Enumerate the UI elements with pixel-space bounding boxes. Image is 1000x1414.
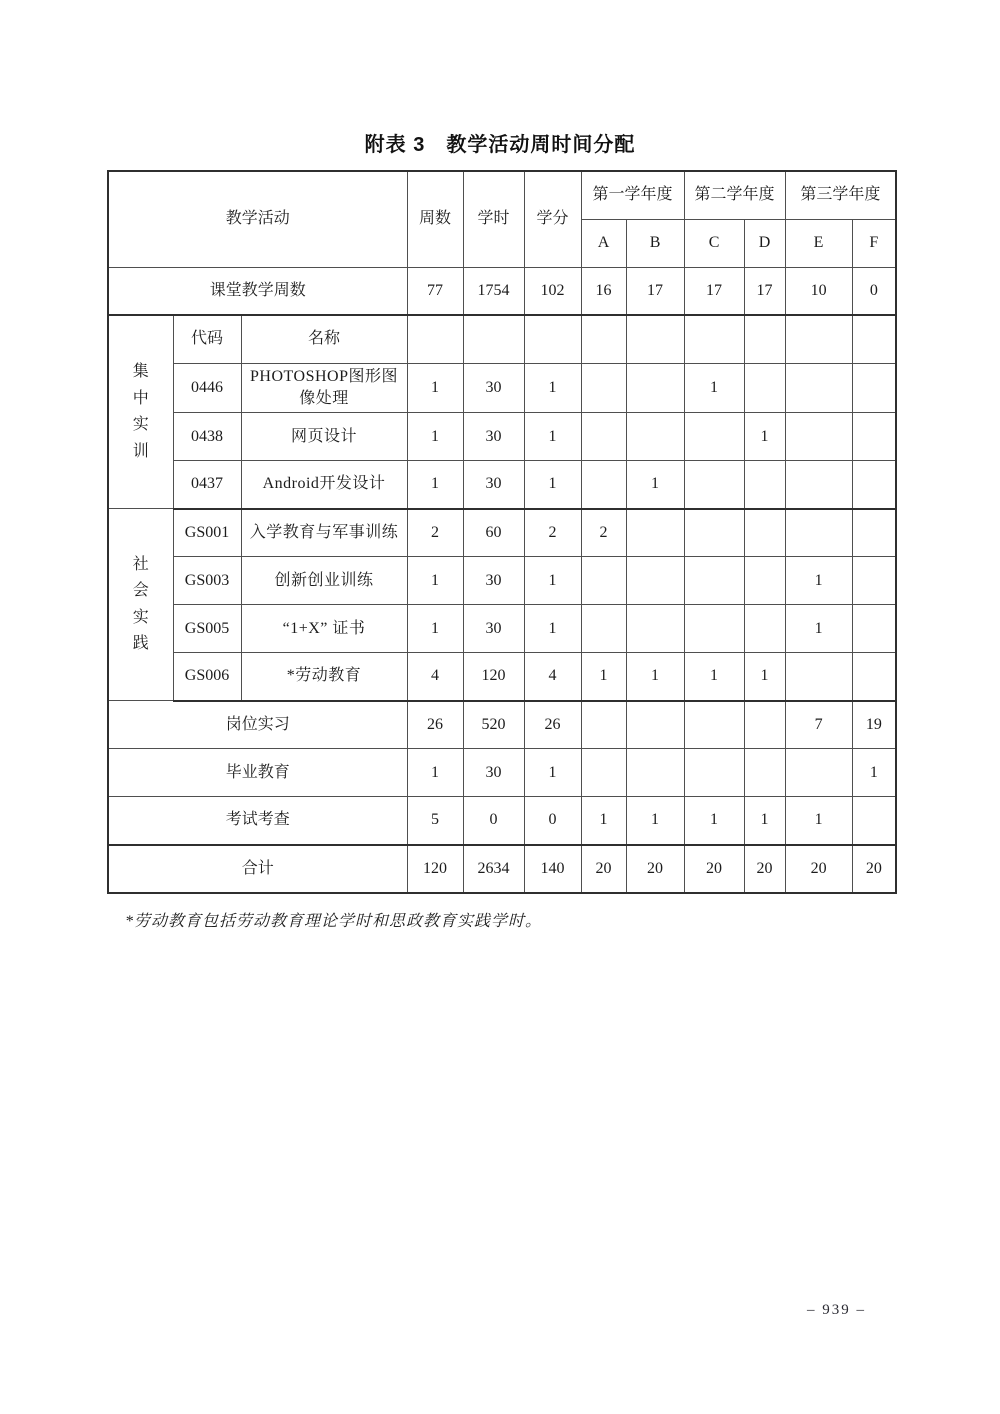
cell-weeks: 1 (407, 749, 463, 797)
cell-credits: 1 (524, 605, 581, 653)
col-header-year2: 第二学年度 (684, 171, 785, 219)
cell-term-b: 1 (626, 797, 684, 845)
col-header-code: 代码 (173, 315, 241, 363)
cell-term-e (785, 461, 852, 509)
cell-code: GS003 (173, 557, 241, 605)
cell-term-b (626, 701, 684, 749)
cell-weeks: 2 (407, 509, 463, 557)
section-label-practice (108, 509, 173, 701)
cell-credits: 4 (524, 653, 581, 701)
cell-term-a (581, 413, 626, 461)
row-label-internship: 岗位实习 (108, 701, 407, 749)
cell-empty (407, 315, 463, 363)
cell-name: *劳动教育 (241, 653, 407, 701)
cell-term-c (684, 413, 744, 461)
cell-term-f (852, 509, 896, 557)
header-row-1 (108, 171, 896, 219)
cell-empty (785, 315, 852, 363)
cell-credits: 140 (524, 845, 581, 893)
cell-credits: 1 (524, 413, 581, 461)
cell-hours: 30 (463, 605, 524, 653)
cell-name: 创新创业训练 (241, 557, 407, 605)
cell-term-e (785, 509, 852, 557)
cell-term-c (684, 509, 744, 557)
cell-empty (524, 315, 581, 363)
cell-term-e: 1 (785, 605, 852, 653)
cell-term-e (785, 363, 852, 413)
cell-term-d (744, 363, 785, 413)
cell-term-c: 1 (684, 797, 744, 845)
cell-term-d (744, 605, 785, 653)
page-number: – 939 – (807, 1302, 866, 1318)
cell-term-a: 1 (581, 653, 626, 701)
cell-credits: 0 (524, 797, 581, 845)
col-header-term-a: A (581, 219, 626, 267)
row-course-gs006 (108, 653, 896, 701)
cell-hours: 30 (463, 557, 524, 605)
cell-empty (852, 315, 896, 363)
cell-code: GS005 (173, 605, 241, 653)
cell-term-f: 1 (852, 749, 896, 797)
row-total (108, 845, 896, 893)
cell-term-f (852, 363, 896, 413)
cell-term-c (684, 557, 744, 605)
cell-code: 0446 (173, 363, 241, 413)
cell-weeks: 1 (407, 461, 463, 509)
cell-term-a (581, 363, 626, 413)
col-header-term-b: B (626, 219, 684, 267)
cell-credits: 1 (524, 363, 581, 413)
cell-weeks: 26 (407, 701, 463, 749)
cell-term-f: 0 (852, 267, 896, 315)
cell-weeks: 1 (407, 605, 463, 653)
cell-hours: 30 (463, 363, 524, 413)
cell-hours: 30 (463, 749, 524, 797)
cell-code: GS006 (173, 653, 241, 701)
cell-weeks: 4 (407, 653, 463, 701)
col-header-term-c: C (684, 219, 744, 267)
cell-hours: 30 (463, 413, 524, 461)
cell-term-f: 19 (852, 701, 896, 749)
cell-term-b (626, 605, 684, 653)
cell-name: “1+X” 证书 (241, 605, 407, 653)
cell-weeks: 1 (407, 557, 463, 605)
cell-term-c (684, 605, 744, 653)
row-graduation (108, 749, 896, 797)
col-header-name: 名称 (241, 315, 407, 363)
cell-credits: 1 (524, 557, 581, 605)
cell-term-e: 20 (785, 845, 852, 893)
cell-term-b (626, 749, 684, 797)
cell-hours: 1754 (463, 267, 524, 315)
cell-name: 网页设计 (241, 413, 407, 461)
cell-term-b (626, 363, 684, 413)
cell-term-d: 1 (744, 797, 785, 845)
cell-term-a: 2 (581, 509, 626, 557)
cell-term-b (626, 557, 684, 605)
row-course-gs001 (108, 509, 896, 557)
cell-term-c: 1 (684, 653, 744, 701)
cell-weeks: 5 (407, 797, 463, 845)
cell-weeks: 1 (407, 363, 463, 413)
cell-term-a: 20 (581, 845, 626, 893)
cell-term-d: 1 (744, 413, 785, 461)
row-course-gs005 (108, 605, 896, 653)
cell-term-b (626, 413, 684, 461)
cell-empty (626, 315, 684, 363)
col-header-year1: 第一学年度 (581, 171, 684, 219)
cell-hours: 520 (463, 701, 524, 749)
cell-term-e (785, 413, 852, 461)
cell-credits: 102 (524, 267, 581, 315)
cell-code: 0438 (173, 413, 241, 461)
cell-empty (581, 315, 626, 363)
cell-term-f (852, 461, 896, 509)
cell-term-e: 1 (785, 797, 852, 845)
cell-term-b (626, 509, 684, 557)
cell-term-a (581, 749, 626, 797)
row-label-classroom: 课堂教学周数 (108, 267, 407, 315)
cell-term-f (852, 653, 896, 701)
cell-term-f: 20 (852, 845, 896, 893)
cell-hours: 30 (463, 461, 524, 509)
cell-term-a (581, 701, 626, 749)
row-label-total: 合计 (108, 845, 407, 893)
cell-name: PHOTOSHOP图形图像处理 (241, 363, 407, 413)
teaching-activity-table (107, 170, 897, 894)
cell-weeks: 120 (407, 845, 463, 893)
cell-term-f (852, 605, 896, 653)
cell-term-d (744, 557, 785, 605)
row-exam (108, 797, 896, 845)
cell-term-e (785, 653, 852, 701)
cell-term-a (581, 605, 626, 653)
cell-term-c: 20 (684, 845, 744, 893)
col-header-term-e: E (785, 219, 852, 267)
row-subheader (108, 315, 896, 363)
cell-term-f (852, 413, 896, 461)
cell-empty (463, 315, 524, 363)
row-internship (108, 701, 896, 749)
section-label-practice-text: 社会实践 (132, 556, 149, 653)
col-header-year3: 第三学年度 (785, 171, 896, 219)
cell-term-d (744, 509, 785, 557)
col-header-activity: 教学活动 (108, 171, 407, 267)
col-header-term-f: F (852, 219, 896, 267)
page-title: 附表 3 教学活动周时间分配 (364, 134, 636, 156)
cell-hours: 60 (463, 509, 524, 557)
cell-term-d (744, 749, 785, 797)
cell-credits: 2 (524, 509, 581, 557)
row-label-exam: 考试考查 (108, 797, 407, 845)
cell-empty (744, 315, 785, 363)
cell-weeks: 1 (407, 413, 463, 461)
cell-hours: 2634 (463, 845, 524, 893)
col-header-credits: 学分 (524, 171, 581, 267)
cell-term-b: 17 (626, 267, 684, 315)
cell-credits: 1 (524, 461, 581, 509)
cell-term-e: 1 (785, 557, 852, 605)
cell-term-a: 1 (581, 797, 626, 845)
row-label-graduation: 毕业教育 (108, 749, 407, 797)
cell-term-b: 1 (626, 461, 684, 509)
cell-term-b: 20 (626, 845, 684, 893)
cell-term-d: 1 (744, 653, 785, 701)
col-header-weeks: 周数 (407, 171, 463, 267)
cell-name: Android开发设计 (241, 461, 407, 509)
col-header-hours: 学时 (463, 171, 524, 267)
cell-hours: 0 (463, 797, 524, 845)
cell-term-c (684, 749, 744, 797)
row-classroom (108, 267, 896, 315)
cell-term-d (744, 461, 785, 509)
cell-hours: 120 (463, 653, 524, 701)
cell-term-a (581, 557, 626, 605)
cell-term-e: 7 (785, 701, 852, 749)
cell-name: 入学教育与军事训练 (241, 509, 407, 557)
cell-credits: 26 (524, 701, 581, 749)
cell-code: GS001 (173, 509, 241, 557)
row-course-gs003 (108, 557, 896, 605)
row-course-0438 (108, 413, 896, 461)
cell-term-e (785, 749, 852, 797)
cell-term-b: 1 (626, 653, 684, 701)
footnote: *劳动教育包括劳动教育理论学时和思政教育实践学时。 (125, 913, 543, 930)
row-course-0446 (108, 363, 896, 413)
cell-term-a: 16 (581, 267, 626, 315)
cell-term-f (852, 797, 896, 845)
cell-code: 0437 (173, 461, 241, 509)
cell-term-d: 20 (744, 845, 785, 893)
row-course-0437 (108, 461, 896, 509)
cell-term-e: 10 (785, 267, 852, 315)
cell-credits: 1 (524, 749, 581, 797)
section-label-training-text: 集中实训 (132, 363, 149, 460)
col-header-term-d: D (744, 219, 785, 267)
cell-term-d: 17 (744, 267, 785, 315)
section-label-training (108, 315, 173, 509)
cell-empty (684, 315, 744, 363)
cell-term-f (852, 557, 896, 605)
cell-term-c (684, 461, 744, 509)
cell-term-d (744, 701, 785, 749)
cell-term-c: 17 (684, 267, 744, 315)
cell-term-a (581, 461, 626, 509)
cell-weeks: 77 (407, 267, 463, 315)
cell-term-c (684, 701, 744, 749)
cell-term-c: 1 (684, 363, 744, 413)
